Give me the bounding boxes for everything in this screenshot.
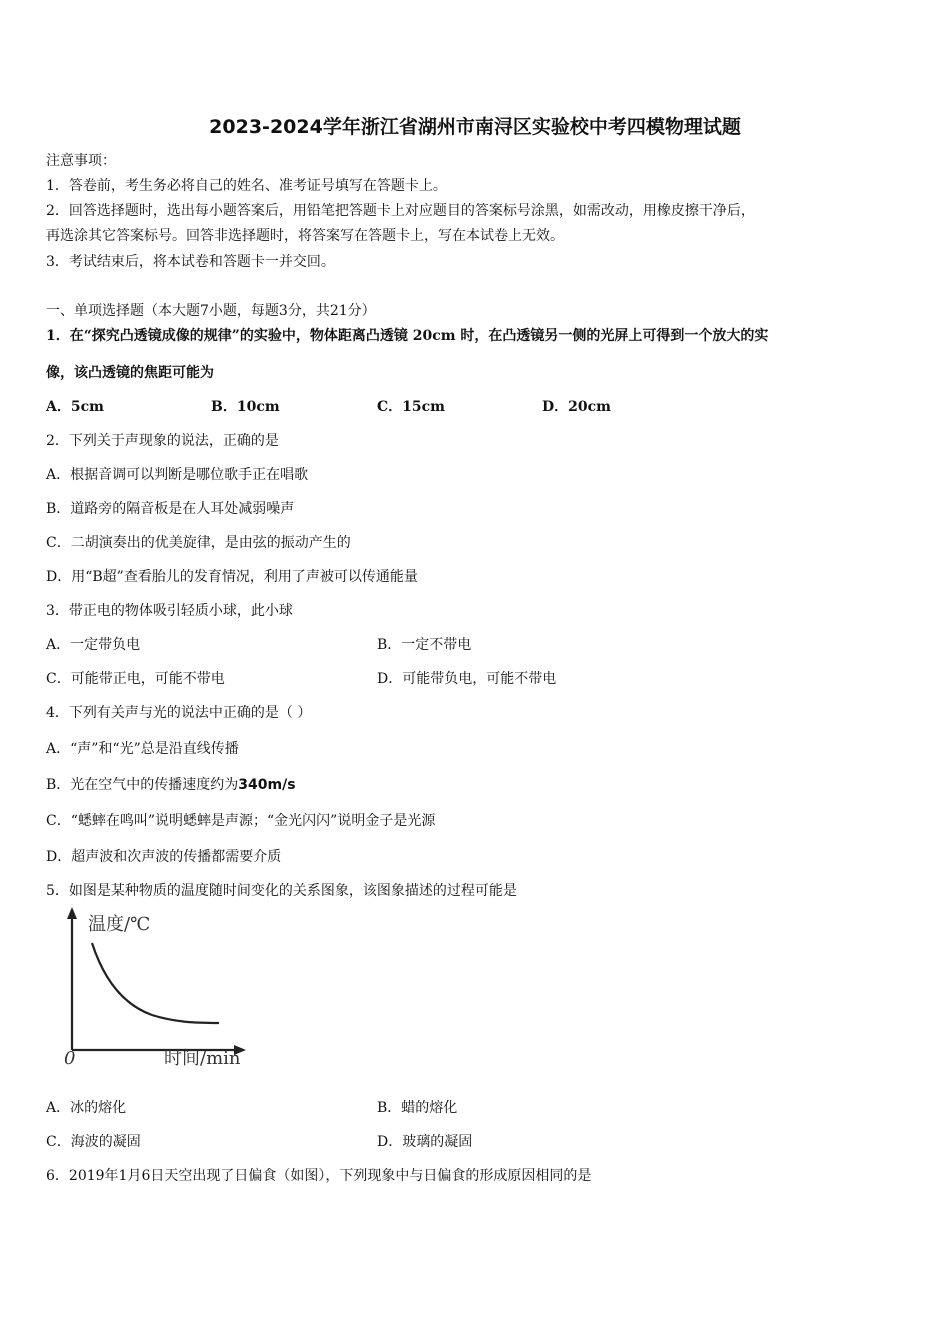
question-1-option-d: D．20cm [542, 399, 611, 415]
question-3-option-b: B．一定不带电 [377, 637, 472, 653]
cooling-curve [92, 943, 219, 1023]
question-4-option-c: C．“蟋蟀在鸣叫”说明蟋蟀是声源；“金光闪闪”说明金子是光源 [46, 813, 436, 829]
notice-heading: 注意事项： [46, 153, 116, 169]
notice-item: 3．考试结束后，将本试卷和答题卡一并交回。 [46, 254, 335, 270]
question-2-stem: 2．下列关于声现象的说法，正确的是 [46, 433, 279, 449]
question-2-option-a: A．根据音调可以判断是哪位歌手正在唱歌 [46, 467, 309, 483]
question-3-option-a: A．一定带负电 [46, 637, 141, 653]
question-1-option-a: A．5cm [46, 399, 104, 415]
question-2-option-c: C．二胡演奏出的优美旋律，是由弦的振动产生的 [46, 535, 351, 551]
question-5-stem: 5．如图是某种物质的温度随时间变化的关系图象，该图象描述的过程可能是 [46, 883, 517, 899]
question-5-option-a: A．冰的熔化 [46, 1100, 127, 1116]
notice-item: 1．答卷前，考生务必将自己的姓名、准考证号填写在答题卡上。 [46, 178, 447, 194]
question-5-option-c: C．海波的凝固 [46, 1134, 141, 1150]
notice-item: 2．回答选择题时，选出每小题答案后，用铅笔把答题卡上对应题目的答案标号涂黑，如需改动，用橡皮擦干净后， [46, 203, 755, 219]
question-2-option-d: D．用“B超”查看胎儿的发育情况，利用了声被可以传通能量 [46, 569, 418, 585]
question-3-option-d: D．可能带负电，可能不带电 [377, 671, 557, 687]
section-heading: 一、单项选择题（本大题7小题，每题3分，共21分） [46, 303, 376, 319]
question-2-option-b: B．道路旁的隔音板是在人耳处减弱噪声 [46, 501, 295, 517]
temperature-time-graph [44, 905, 259, 1070]
question-3-stem: 3．带正电的物体吸引轻质小球，此小球 [46, 603, 293, 619]
question-1-option-c: C．15cm [377, 399, 445, 415]
question-4-stem: 4．下列有关声与光的说法中正确的是（ ） [46, 705, 312, 721]
page-title: 2023-2024学年浙江省湖州市南浔区实验校中考四模物理试题 [209, 116, 741, 138]
question-5-option-d: D．玻璃的凝固 [377, 1134, 473, 1150]
speed-value: 340m/s [238, 777, 296, 793]
x-axis-label: 时间/min [164, 1048, 241, 1069]
question-4-option-b [46, 775, 296, 795]
notice-item: 再选涂其它答案标号。回答非选择题时，将答案写在答题卡上，写在本试卷上无效。 [46, 228, 564, 244]
question-1-stem-cont: 像，该凸透镜的焦距可能为 [46, 365, 214, 381]
question-4-option-d: D．超声波和次声波的传播都需要介质 [46, 849, 282, 865]
option-b-text: B．光在空气中的传播速度约为 [46, 777, 239, 793]
origin-label: 0 [64, 1048, 76, 1069]
question-5-option-b: B．蜡的熔化 [377, 1100, 458, 1116]
question-1-stem: 1．在“探究凸透镜成像的规律”的实验中，物体距离凸透镜 20cm 时，在凸透镜另一侧的光屏上可得到一个放大的实 [46, 328, 769, 344]
y-axis-arrow-icon [67, 907, 77, 919]
y-axis-label: 温度/℃ [88, 914, 151, 935]
question-3-option-c: C．可能带正电，可能不带电 [46, 671, 225, 687]
question-1-option-b: B．10cm [211, 399, 280, 415]
question-6-stem: 6．2019年1月6日天空出现了日偏食（如图），下列现象中与日偏食的形成原因相同的是 [46, 1168, 592, 1184]
question-4-option-a: A．“声”和“光”总是沿直线传播 [46, 741, 239, 757]
